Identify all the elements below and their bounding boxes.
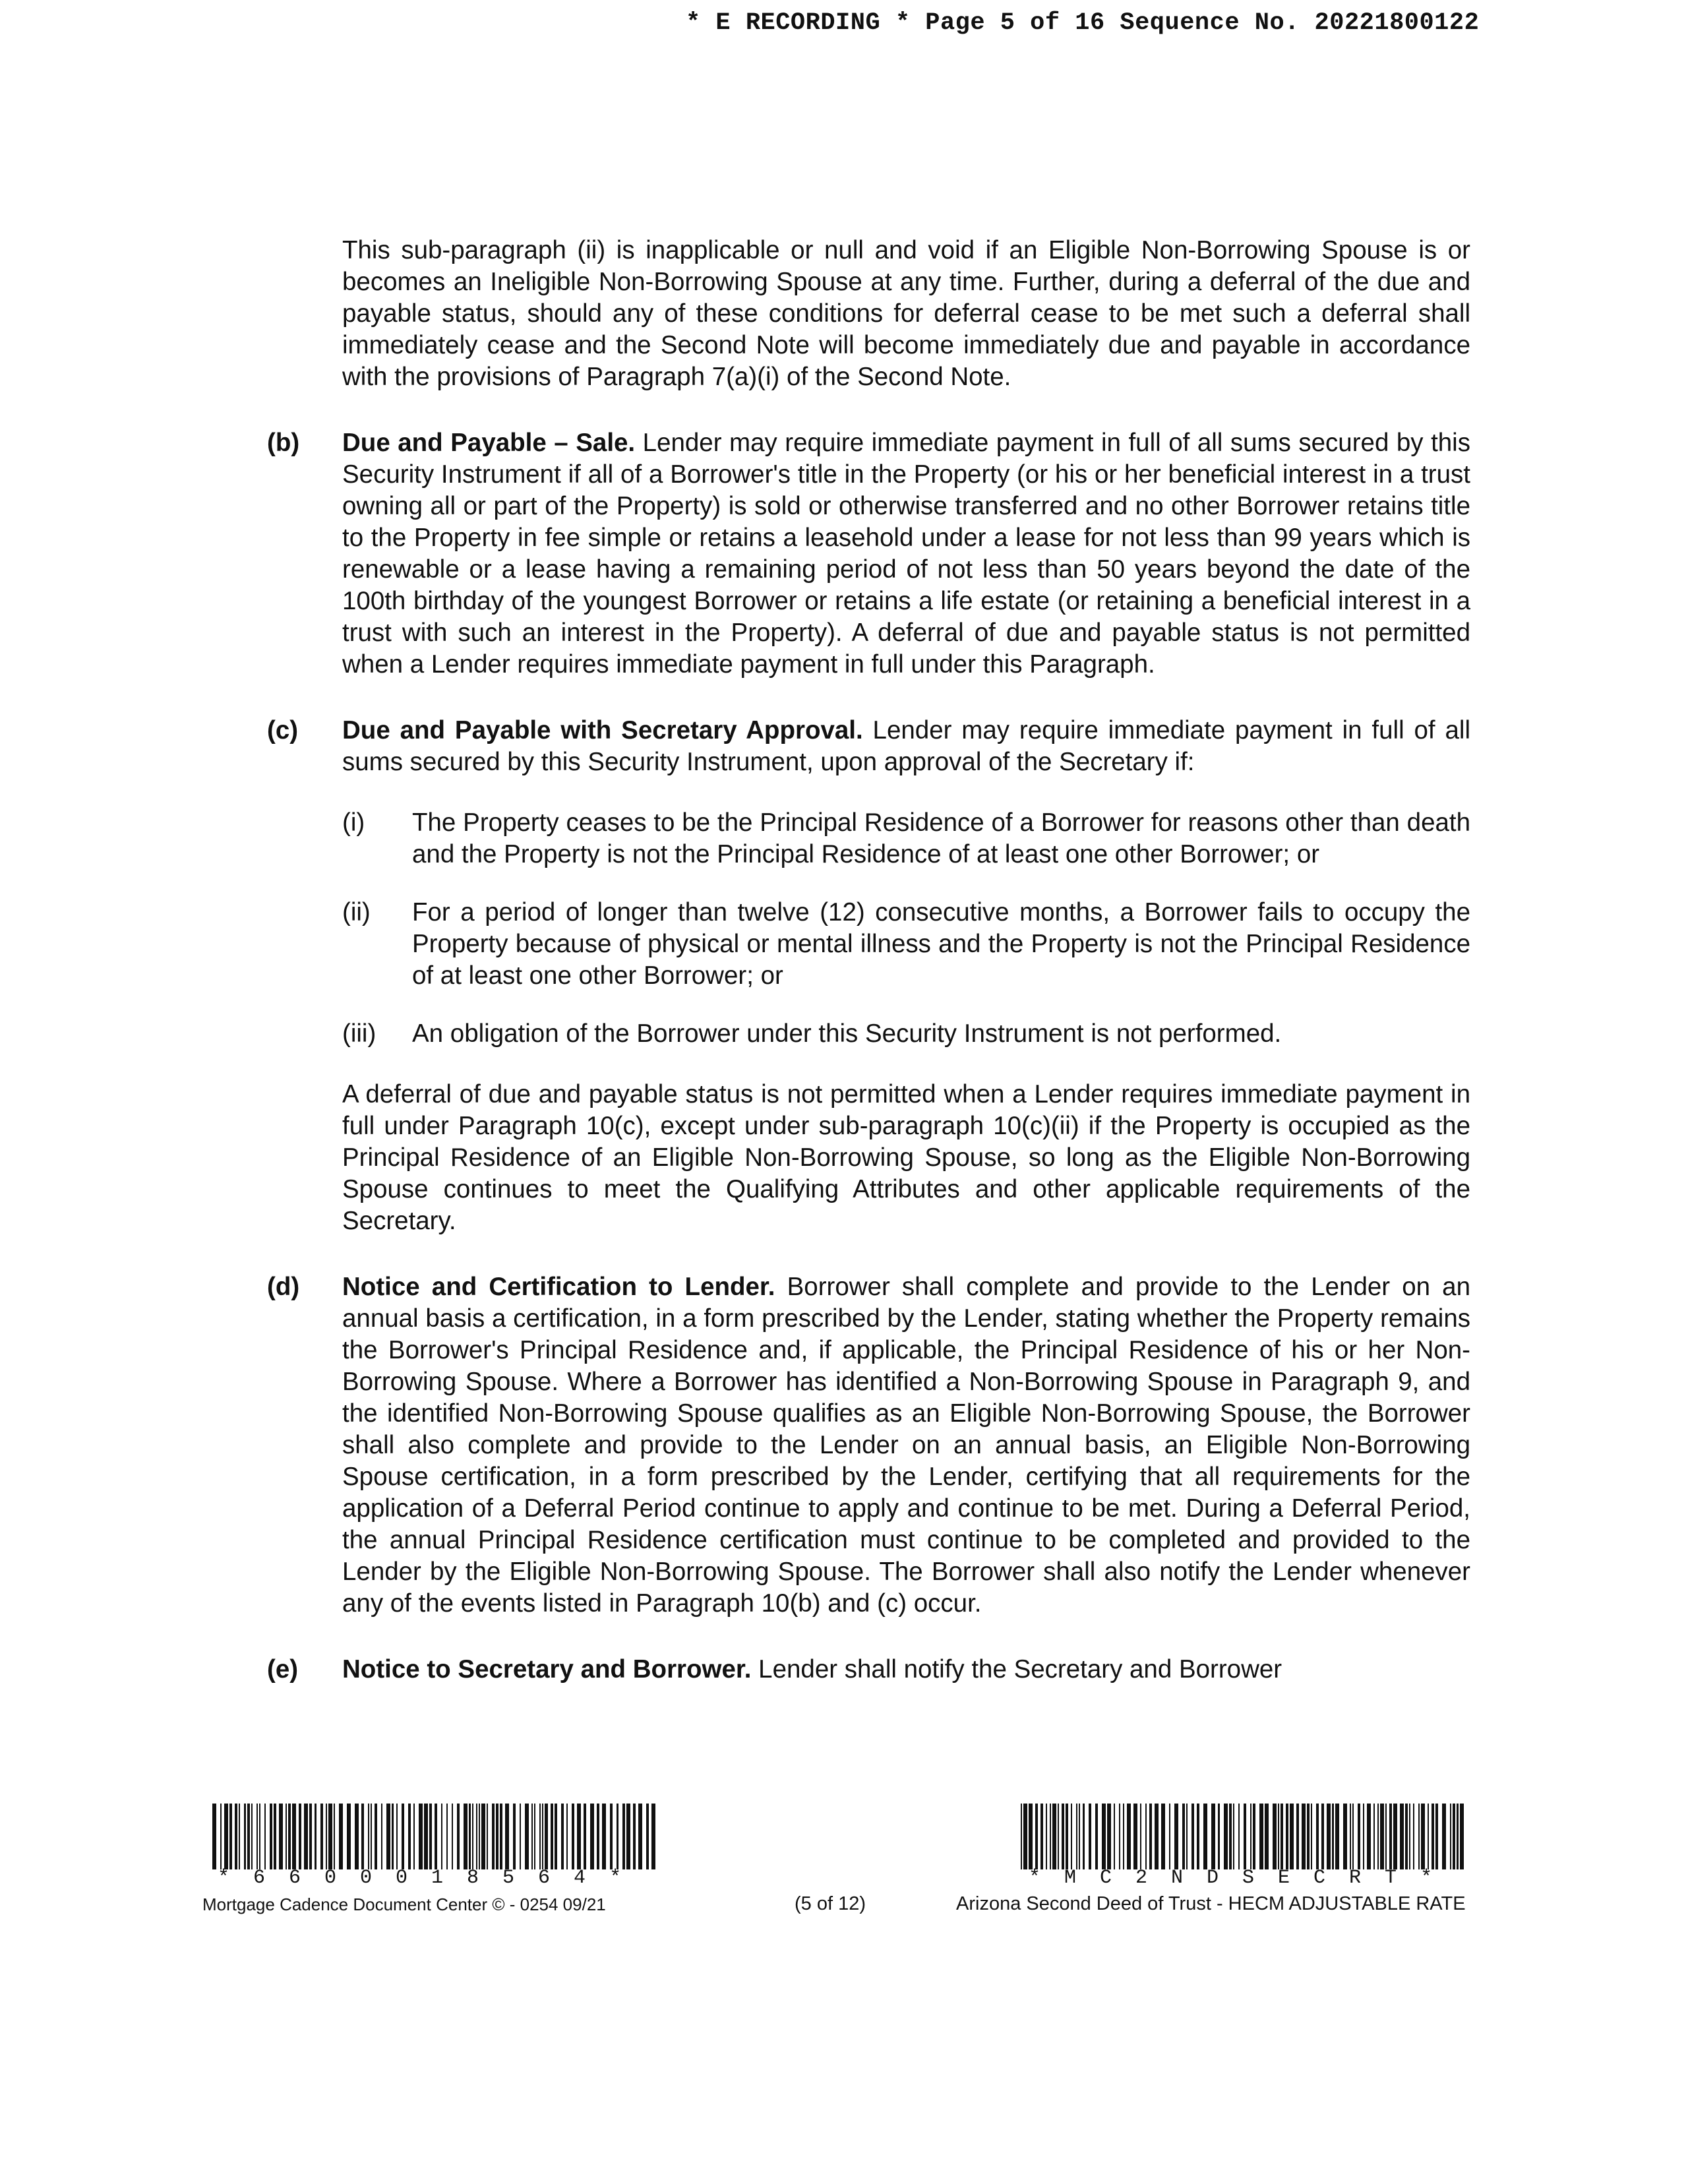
- barcode-bar: [617, 1804, 619, 1869]
- barcode-bar: [610, 1804, 613, 1869]
- barcode-bar: [1119, 1804, 1120, 1869]
- barcode-bar: [1413, 1804, 1414, 1869]
- barcode-bar: [1253, 1804, 1255, 1869]
- barcode-bar: [1405, 1804, 1408, 1869]
- barcode-bar: [1332, 1804, 1335, 1869]
- barcode-bar: [500, 1804, 502, 1869]
- section-text: Borrower shall complete and provide to the Lender on an annual basis a certification, in a form prescribed by the Lender, stating whether the Property remains the Borrower's Principal Residence and, if applicable, the Principal Residence of his or her Non-Borrowing Spouse. Where a Borrower has identified a Non-Borrowing Spouse in Paragraph 9, and the identified Non-Borrowing Spouse qualifies as an Eligible Non-Borrowing Spouse, the Borrower shall also complete and provide to the Lender on an annual basis, an Eligible Non-Borrowing Spouse certification, in a form prescribed by the Lender, certifying that all requirements for the application of a Deferral Period continue to apply and continue to be met. During a Deferral Period, the annual Principal Residence certification must continue to be completed and provided to the Lender by the Eligible Non-Borrowing Spouse. The Borrower shall also notify the Lender whenever any of the events listed in Paragraph 10(b) and (c) occur.: [342, 1273, 1470, 1618]
- barcode-bar: [375, 1804, 377, 1869]
- barcode-bar: [539, 1804, 541, 1869]
- barcode-bar: [566, 1804, 568, 1869]
- barcode-bar: [1029, 1804, 1033, 1869]
- barcode-bar: [1071, 1804, 1072, 1869]
- barcode-bar: [1066, 1804, 1068, 1869]
- barcode-bar: [355, 1804, 359, 1869]
- barcode-bar: [224, 1804, 228, 1869]
- barcode-bar: [472, 1804, 473, 1869]
- barcode-bar: [239, 1804, 240, 1869]
- barcode-bar: [1321, 1804, 1324, 1869]
- barcode-bar: [326, 1804, 327, 1869]
- barcode-bar: [584, 1804, 586, 1869]
- barcode-bar: [264, 1804, 266, 1869]
- barcode-bar: [1155, 1804, 1159, 1869]
- barcode-bar: [292, 1804, 296, 1869]
- barcode-bar: [505, 1804, 509, 1869]
- barcode-bar: [479, 1804, 480, 1869]
- barcode-bar: [220, 1804, 222, 1869]
- barcode-bar: [446, 1804, 448, 1869]
- barcode-bar: [1224, 1804, 1228, 1869]
- barcode-bar: [1457, 1804, 1459, 1869]
- intro-paragraph: This sub-paragraph (ii) is inapplicable or null and void if an Eligible Non-Borrowing Spouse is or becomes an Ineligible Non-Borrowing Spouse at any time. Further, during a deferral of the due and payable status, should any of these conditions for deferral cease to be met such a deferral shall immediately cease and the Second Note will become immediately due and payable in accordance with the provisions of Paragraph 7(a)(i) of the Second Note.: [342, 236, 1470, 391]
- barcode-bar: [441, 1804, 442, 1869]
- barcode-bar: [1380, 1804, 1384, 1869]
- footer-page-count: (5 of 12): [795, 1893, 866, 1914]
- barcode-bar: [419, 1804, 423, 1869]
- barcode-bar: [304, 1804, 308, 1869]
- barcode-bar: [288, 1804, 291, 1869]
- barcode-bar: [1385, 1804, 1387, 1869]
- barcode-bar: [361, 1804, 364, 1869]
- section-heading: Notice and Certification to Lender.: [342, 1273, 775, 1301]
- barcode-bar: [534, 1804, 535, 1869]
- sub-item-label: (iii): [342, 1019, 377, 1048]
- barcode-bar: [597, 1804, 599, 1869]
- section-label: (c): [267, 716, 299, 744]
- barcode-bar: [496, 1804, 498, 1869]
- barcode-bar: [1218, 1804, 1221, 1869]
- sub-item: [267, 897, 1470, 992]
- barcode-bar: [1058, 1804, 1059, 1869]
- barcode-bar: [1123, 1804, 1124, 1869]
- barcode-bar: [1393, 1804, 1397, 1869]
- barcode-bar: [520, 1804, 521, 1869]
- barcode-bar: [1140, 1804, 1141, 1869]
- barcode-bar: [1145, 1804, 1147, 1869]
- barcode-bar: [1428, 1804, 1429, 1869]
- barcode-bar: [1107, 1804, 1111, 1869]
- barcode-bar: [1373, 1804, 1375, 1869]
- barcode-bar: [452, 1804, 453, 1869]
- barcode-bar: [413, 1804, 415, 1869]
- barcode-bar: [1021, 1804, 1022, 1869]
- barcode-bar: [1273, 1804, 1277, 1869]
- barcode-bar: [1311, 1804, 1312, 1869]
- barcode-bar: [339, 1804, 343, 1869]
- barcode-bar: [1281, 1804, 1283, 1869]
- barcode-bar: [1350, 1804, 1351, 1869]
- barcode-bar: [457, 1804, 460, 1869]
- barcode-bar: [1363, 1804, 1364, 1869]
- section-label: (b): [267, 429, 300, 457]
- barcode-bar: [1133, 1804, 1137, 1869]
- section-label: (d): [267, 1273, 300, 1301]
- barcode-bar: [1050, 1804, 1051, 1869]
- barcode-bar: [251, 1804, 253, 1869]
- barcode-bar: [572, 1804, 574, 1869]
- barcode-bar: [1421, 1804, 1425, 1869]
- barcode-bar: [577, 1804, 581, 1869]
- barcode-bar: [542, 1804, 543, 1869]
- barcode-bar: [368, 1804, 369, 1869]
- barcode-bar: [392, 1804, 394, 1869]
- section-c-closing: A deferral of due and payable status is not permitted when a Lender requires immediate payment in full under Paragraph 10(c), except under sub-paragraph 10(c)(ii) if the Property is occupied as the Principal Residence of an Eligible Non-Borrowing Spouse, so long as the Eligible Non-Borrowing Spouse continues to meet the Qualifying Attributes and other applicable requirements of the Secretary.: [342, 1080, 1470, 1235]
- barcode-bar: [469, 1804, 471, 1869]
- section-text: Lender may require immediate payment in full of all sums secured by this Security Instrument if all of a Borrower's title in the Property (or his or her beneficial interest in a trust owning all or part of the Property) is sold or otherwise transferred and no other Borrower retains title to the Property in fee simple or retains a leasehold under a lease for not less than 99 years which is renewable or a lease having a remaining period of not less than 50 years beyond the date of the 100th birthday of the youngest Borrower or retains a life estate (or retaining a beneficial interest in a trust with such an interest in the Property). A deferral of due and payable status is not permitted when a Lender requires immediate payment in full under this Paragraph.: [342, 429, 1470, 679]
- sub-item: [267, 1018, 1470, 1050]
- barcode-bar: [1316, 1804, 1319, 1869]
- barcode-bar: [1307, 1804, 1310, 1869]
- barcode-bar: [1191, 1804, 1194, 1869]
- barcode-bar: [402, 1804, 404, 1869]
- barcode-bar: [247, 1804, 250, 1869]
- barcode-bar: [1233, 1804, 1234, 1869]
- barcode-bar: [1127, 1804, 1131, 1869]
- sub-item-text: The Property ceases to be the Principal Residence of a Borrower for reasons other than death and the Property is not the Principal Residence of at least one other Borrower; or: [412, 808, 1470, 868]
- barcode-bar: [1352, 1804, 1354, 1869]
- barcode-bar: [525, 1804, 529, 1869]
- barcode-bar: [315, 1804, 317, 1869]
- barcode-bar: [1343, 1804, 1347, 1869]
- barcode-bar: [212, 1804, 216, 1869]
- barcode-bar: [1335, 1804, 1339, 1869]
- barcode-bar: [1174, 1804, 1178, 1869]
- barcode-bar: [1265, 1804, 1269, 1869]
- barcode-bar: [1197, 1804, 1199, 1869]
- barcode-bar: [1211, 1804, 1215, 1869]
- barcode-bar: [1418, 1804, 1420, 1869]
- section-e: [267, 1654, 1470, 1685]
- sub-item: [267, 807, 1470, 870]
- barcode-bar: [633, 1804, 636, 1869]
- barcode-bar: [487, 1804, 488, 1869]
- barcode-bar: [1358, 1804, 1360, 1869]
- barcode-bar: [334, 1804, 335, 1869]
- section-label: (e): [267, 1655, 299, 1684]
- barcode-bar: [1079, 1804, 1080, 1869]
- barcode-bar: [1400, 1804, 1404, 1869]
- barcode-bar: [1238, 1804, 1240, 1869]
- sub-item-label: (i): [342, 808, 365, 837]
- section-c: [267, 715, 1470, 778]
- barcode-bar: [270, 1804, 272, 1869]
- section-b: [267, 427, 1470, 681]
- barcode-right-text: * M C 2 N D S E C R T *: [1029, 1867, 1439, 1889]
- barcode-bar: [1367, 1804, 1371, 1869]
- barcode-bar: [1062, 1804, 1064, 1869]
- barcode-bar: [1278, 1804, 1279, 1869]
- barcode-bar: [651, 1804, 655, 1869]
- barcode-left-text: * 6 6 0 0 0 1 8 5 6 4 *: [218, 1867, 628, 1889]
- barcode-bar: [386, 1804, 390, 1869]
- barcode-bar: [513, 1804, 516, 1869]
- barcode-bar: [1229, 1804, 1232, 1869]
- footer-right-caption: Arizona Second Deed of Trust - HECM ADJUSTABLE RATE: [956, 1893, 1466, 1914]
- barcode-bar: [602, 1804, 606, 1869]
- barcode-bar: [396, 1804, 398, 1869]
- barcode-bar: [1259, 1804, 1263, 1869]
- barcode-bar: [347, 1804, 351, 1869]
- barcode-bar: [1186, 1804, 1188, 1869]
- barcode-bar: [1052, 1804, 1056, 1869]
- barcode-bar: [622, 1804, 625, 1869]
- barcode-bar: [1453, 1804, 1455, 1869]
- barcode-bar: [435, 1804, 437, 1869]
- barcode-bar: [555, 1804, 557, 1869]
- barcode-bar: [1442, 1804, 1446, 1869]
- barcode-bar: [286, 1804, 287, 1869]
- barcode-bar: [1296, 1804, 1299, 1869]
- section-heading: Due and Payable with Secretary Approval.: [342, 716, 863, 744]
- barcode-bar: [320, 1804, 323, 1869]
- barcode-bar: [1290, 1804, 1294, 1869]
- page-footer: [0, 1804, 1688, 1962]
- barcode-bar: [1182, 1804, 1185, 1869]
- barcode-right: [1021, 1804, 1468, 1869]
- section-text: Lender shall notify the Secretary and Borrower: [751, 1655, 1282, 1684]
- barcode-bar: [1169, 1804, 1170, 1869]
- barcode-bar: [1083, 1804, 1085, 1869]
- barcode-bar: [235, 1804, 237, 1869]
- barcode-bar: [638, 1804, 642, 1869]
- barcode-bar: [424, 1804, 428, 1869]
- barcode-bar: [1389, 1804, 1392, 1869]
- barcode-bar: [590, 1804, 594, 1869]
- barcode-bar: [464, 1804, 467, 1869]
- section-heading: Due and Payable – Sale.: [342, 429, 636, 457]
- barcode-bar: [1450, 1804, 1451, 1869]
- barcode-bar: [1244, 1804, 1246, 1869]
- barcode-bar: [429, 1804, 432, 1869]
- barcode-bar: [1023, 1804, 1027, 1869]
- barcode-bar: [274, 1804, 276, 1869]
- barcode-bar: [1432, 1804, 1434, 1869]
- barcode-bar: [299, 1804, 301, 1869]
- barcode-bar: [381, 1804, 382, 1869]
- barcode-bar: [646, 1804, 649, 1869]
- sub-item-text: For a period of longer than twelve (12) consecutive months, a Borrower fails to occupy the Property because of physical or mental illness and the Property is not the Principal Residence of at least one other Borrower; or: [412, 898, 1470, 990]
- barcode-bar: [551, 1804, 553, 1869]
- barcode-bar: [1102, 1804, 1106, 1869]
- barcode-bar: [492, 1804, 495, 1869]
- barcode-bar: [1040, 1804, 1043, 1869]
- barcode-bar: [626, 1804, 630, 1869]
- barcode-bar: [1046, 1804, 1047, 1869]
- barcode-bar: [229, 1804, 232, 1869]
- section-heading: Notice to Secretary and Borrower.: [342, 1655, 752, 1684]
- barcode-bar: [545, 1804, 549, 1869]
- barcode-bar: [1460, 1804, 1464, 1869]
- barcode-bar: [1250, 1804, 1251, 1869]
- barcode-bar: [1095, 1804, 1098, 1869]
- document-body: [267, 235, 1470, 1720]
- footer-left-caption: Mortgage Cadence Document Center © - 0254 09/21: [202, 1895, 606, 1914]
- barcode-bar: [1149, 1804, 1152, 1869]
- barcode-bar: [1302, 1804, 1306, 1869]
- barcode-bar: [244, 1804, 247, 1869]
- recording-header: * E RECORDING * Page 5 of 16 Sequence No. 20221800122: [686, 9, 1480, 37]
- barcode-bar: [1377, 1804, 1379, 1869]
- barcode-bar: [1161, 1804, 1165, 1869]
- barcode-bar: [1076, 1804, 1077, 1869]
- barcode-bar: [1089, 1804, 1091, 1869]
- barcode-bar: [309, 1804, 312, 1869]
- barcode-bar: [279, 1804, 283, 1869]
- barcode-bar: [256, 1804, 258, 1869]
- barcode-bar: [476, 1804, 477, 1869]
- barcode-bar: [1286, 1804, 1288, 1869]
- barcode-bar: [1114, 1804, 1115, 1869]
- barcode-bar: [481, 1804, 485, 1869]
- barcode-bar: [1035, 1804, 1038, 1869]
- sub-item-text: An obligation of the Borrower under this Security Instrument is not performed.: [412, 1019, 1282, 1048]
- barcode-left: [212, 1804, 659, 1869]
- barcode-bar: [1435, 1804, 1438, 1869]
- barcode-bar: [531, 1804, 533, 1869]
- barcode-bar: [1327, 1804, 1331, 1869]
- barcode-bar: [561, 1804, 564, 1869]
- section-d: [267, 1271, 1470, 1620]
- sub-item-label: (ii): [342, 898, 371, 926]
- barcode-bar: [328, 1804, 332, 1869]
- barcode-bar: [1409, 1804, 1410, 1869]
- barcode-bar: [408, 1804, 411, 1869]
- barcode-bar: [371, 1804, 372, 1869]
- barcode-bar: [259, 1804, 260, 1869]
- section-text: Lender may require immediate payment in full of all sums secured by this Security Instrument, upon approval of the Secretary if:: [342, 716, 1470, 776]
- barcode-bar: [1203, 1804, 1207, 1869]
